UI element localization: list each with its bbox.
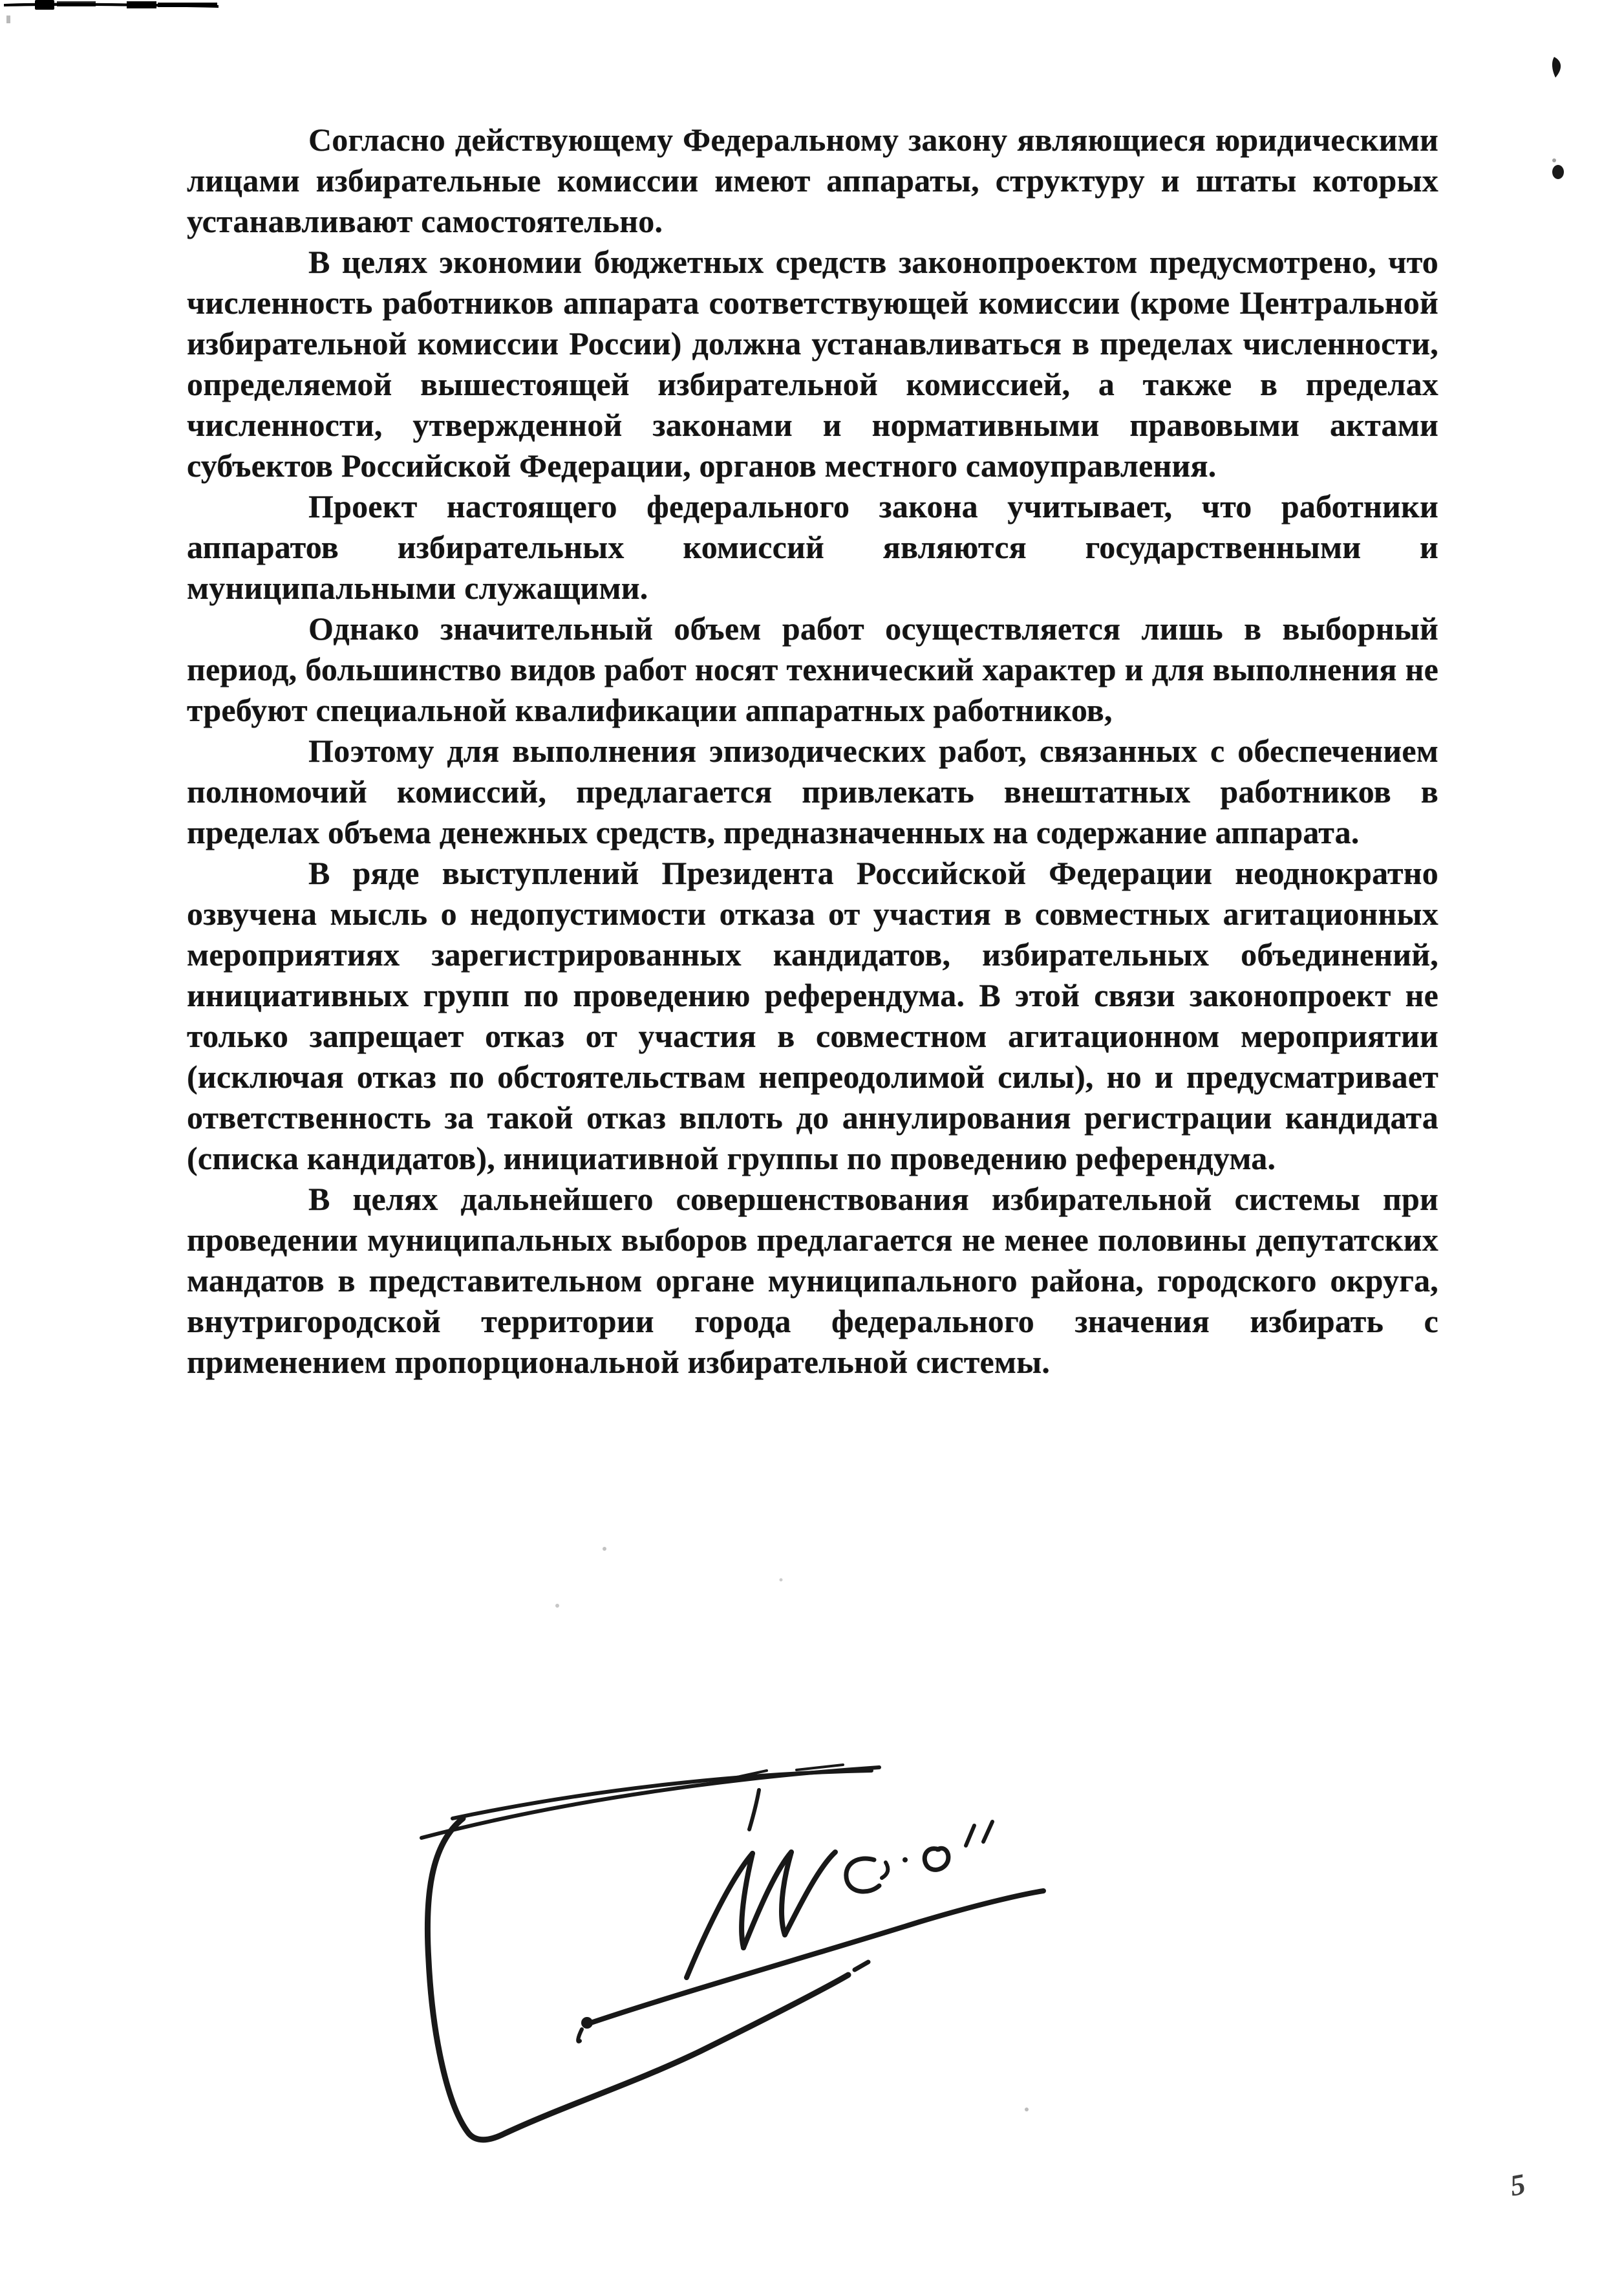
signature bbox=[422, 1765, 1043, 2140]
signature-stroke bbox=[453, 1771, 871, 1818]
paragraph: В ряде выступлений Президента Российской Федерации неоднократно озвучена мысль о недопустимости отказа от участия в совместных агитационных мероприятиях зарегистрированных кандидатов, избирательных объединений, инициативных групп по проведению референдума. В этой связи законопроект не только запрещает отказ от участия в совместном агитационном мероприятии (исключая отказ по обстоятельствам непреодолимой силы), но и предусматривает ответственность за такой отказ вплоть до аннулирования регистрации кандидата (списка кандидатов), инициативной группы по проведению референдума. bbox=[187, 855, 1438, 1176]
document-text-block bbox=[187, 120, 1438, 1383]
signature-stroke bbox=[796, 1765, 843, 1770]
signature-stroke bbox=[581, 2017, 593, 2029]
signature-stroke bbox=[903, 1857, 908, 1862]
signature-stroke bbox=[742, 1853, 753, 1948]
signature-stroke bbox=[427, 1818, 848, 2140]
signature-stroke bbox=[882, 1862, 888, 1878]
scan-mark-right-apostrophe bbox=[1552, 57, 1561, 78]
signature-stroke bbox=[687, 1853, 753, 1978]
scan-mark-right-blob bbox=[1552, 158, 1564, 179]
signature-stroke bbox=[587, 1891, 1043, 2024]
paragraph: Проект настоящего федерального закона учитывает, что работники аппаратов избирательных комиссий являются государственными и муниципальными служащими. bbox=[187, 488, 1438, 606]
paragraph: Поэтому для выполнения эпизодических работ, связанных с обеспечением полномочий комиссий, предлагается привлекать внештатных работников в пределах объема денежных средств, предназначенных на содержание аппарата. bbox=[187, 733, 1438, 850]
signature-stroke bbox=[855, 1962, 868, 1970]
scan-artifact-top-left bbox=[4, 0, 219, 23]
signature-stroke bbox=[782, 1852, 791, 1935]
signature-stroke bbox=[785, 1852, 835, 1935]
signature-stroke bbox=[966, 1826, 974, 1846]
paragraph: Однако значительный объем работ осуществляется лишь в выборный период, большинство видов работ носят технический характер и для выполнения не требуют специальной квалификации аппаратных работников, bbox=[187, 610, 1438, 728]
signature-stroke bbox=[749, 1790, 759, 1829]
signature-stroke bbox=[737, 1771, 767, 1777]
paragraph: Согласно действующему Федеральному закону являющиеся юридическими лицами избирательные комиссии имеют аппараты, структуру и штаты которых устанавливают самостоятельно. bbox=[187, 122, 1438, 239]
signature-stroke bbox=[578, 2029, 582, 2042]
signature-stroke bbox=[743, 1852, 791, 1948]
signature-stroke bbox=[422, 1767, 879, 1838]
scan-specks bbox=[555, 1547, 1029, 2111]
signature-stroke bbox=[983, 1822, 992, 1842]
paragraph: В целях дальнейшего совершенствования избирательной системы при проведении муниципальных выборов предлагается не менее половины депутатских мандатов в представительном органе муниципального района, городского округа, внутригородской территории города федерального значения избирать с применением пропорциональной избирательной системы. bbox=[187, 1181, 1438, 1380]
page-number: 5 bbox=[1507, 2167, 1528, 2203]
paragraph: В целях экономии бюджетных средств законопроектом предусмотрено, что численность работников аппарата соответствующей комиссии (кроме Центральной избирательной комиссии России) должна устанавливаться в пределах численности, определяемой вышестоящей избирательной комиссией, а также в пределах численности, утвержденной законами и нормативными правовыми актами субъектов Российской Федерации, органов местного самоуправления. bbox=[187, 244, 1438, 484]
signature-stroke bbox=[924, 1848, 948, 1870]
signature-stroke bbox=[846, 1859, 879, 1892]
